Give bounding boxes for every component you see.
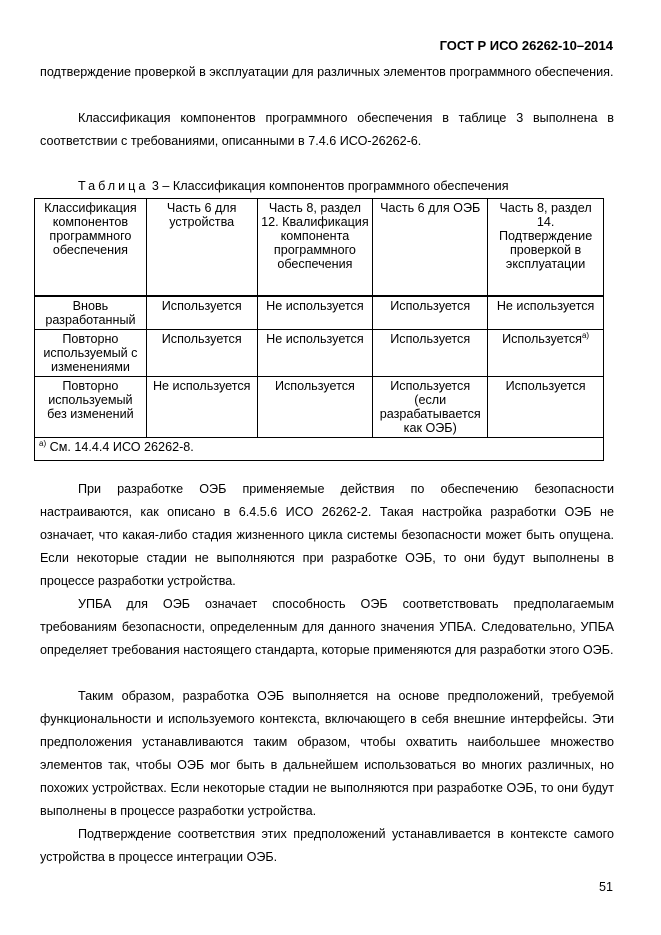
table-row bbox=[35, 377, 604, 438]
classification-table bbox=[34, 198, 604, 461]
page-number: 51 bbox=[598, 880, 613, 894]
table-row bbox=[35, 296, 604, 330]
table-cell: Повторно используемый без изменений bbox=[35, 377, 147, 438]
footnote-ref: a) bbox=[581, 331, 590, 340]
page-header-doc-code: ГОСТ Р ИСО 26262-10–2014 bbox=[439, 38, 613, 53]
header-cell-part8-sec14: Часть 8, раздел 14. Подтверждение проверкой в эксплуатации bbox=[488, 199, 604, 297]
table-cell: Используется bbox=[373, 330, 488, 377]
table-cell: Используется (если разрабатывается как ОЭБ) bbox=[373, 377, 488, 438]
paragraph-bottom-3: Таким образом, разработка ОЭБ выполняется на основе предположений, требуемой функциональности и используемого контекста, включающего в себя внешние интерфейсы. Эти предположения устанавливаются таким образом, чтобы охватить наибольшее множество элементов так, чтобы ОЭБ мог быть в дальнейшем использоваться во многих различных, но похожих устройствах. Если некоторые стадии не выполняются при разработке ОЭБ, то они будут выполнены в процессе разработки устройства. bbox=[40, 689, 614, 818]
table-cell: Используется bbox=[488, 377, 604, 438]
paragraph-top-2: Классификация компонентов программного обеспечения в таблице 3 выполнена в соответствии с требованиями, описанными в 7.4.6 ИСО-26262-6. bbox=[40, 111, 614, 148]
table-cell: Повторно используемый с изменениями bbox=[35, 330, 147, 377]
table-cell-text: Используется bbox=[502, 332, 582, 346]
table-cell: Используется bbox=[257, 377, 373, 438]
table-cell bbox=[488, 330, 604, 377]
table-header-row bbox=[35, 199, 604, 297]
table-footnote bbox=[35, 438, 604, 461]
table-cell: Используется bbox=[146, 296, 257, 330]
table-cell: Вновь разработанный bbox=[35, 296, 147, 330]
paragraph-bottom-4: Подтверждение соответствия этих предположений устанавливается в контексте самого устройства в процессе интеграции ОЭБ. bbox=[40, 827, 614, 864]
table-cell: Не используется bbox=[488, 296, 604, 330]
table-cell: Не используется bbox=[146, 377, 257, 438]
header-cell-part6-oeb: Часть 6 для ОЭБ bbox=[373, 199, 488, 297]
paragraph-bottom-2: УПБА для ОЭБ означает способность ОЭБ соответствовать предполагаемым требованиям безопасности, определенным для данного значения УПБА. Следовательно, УПБА определяет требования настоящего стандарта, которые применяются для разработки этого ОЭБ. bbox=[40, 597, 614, 657]
footnote-mark: a) bbox=[39, 439, 47, 448]
table-row bbox=[35, 330, 604, 377]
table-caption bbox=[78, 179, 509, 193]
paragraph-top-1: подтверждение проверкой в эксплуатации для различных элементов программного обеспечения. bbox=[40, 65, 614, 79]
header-cell-part8-sec12: Часть 8, раздел 12. Квалификация компонента программного обеспечения bbox=[257, 199, 373, 297]
table-caption-prefix: Таблица bbox=[78, 179, 149, 193]
header-cell-classification: Классификация компонентов программного обеспечения bbox=[35, 199, 147, 297]
header-cell-part6-device: Часть 6 для устройства bbox=[146, 199, 257, 297]
table-footnote-row bbox=[35, 438, 604, 461]
table-cell: Используется bbox=[146, 330, 257, 377]
paragraph-bottom-1: При разработке ОЭБ применяемые действия по обеспечению безопасности настраиваются, как описано в 6.4.5.6 ИСО 26262-2. Такая настройка разработки ОЭБ не означает, что какая-либо стадия жизненного цикла системы безопасности может быть опущена. Если некоторые стадии не выполняются при разработке ОЭБ, то они будут выполнены в процессе разработки устройства. bbox=[40, 482, 614, 588]
table-cell: Используется bbox=[373, 296, 488, 330]
table-cell: Не используется bbox=[257, 296, 373, 330]
table-caption-title: 3 – Классификация компонентов программного обеспечения bbox=[148, 179, 509, 193]
table-cell: Не используется bbox=[257, 330, 373, 377]
footnote-text: См. 14.4.4 ИСО 26262-8. bbox=[46, 440, 194, 454]
